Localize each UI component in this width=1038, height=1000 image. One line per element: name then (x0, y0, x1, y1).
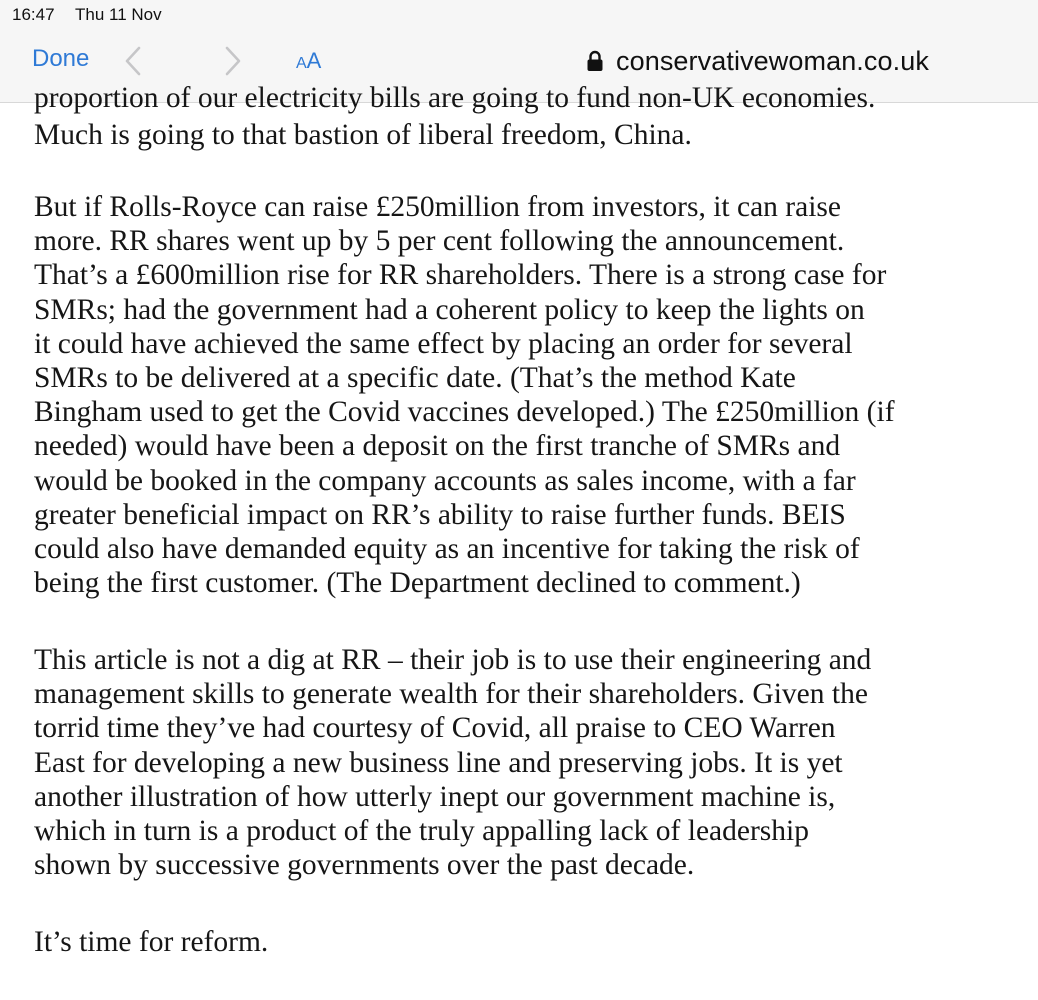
paragraph-1 (34, 118, 1014, 152)
article-body (0, 82, 1038, 1000)
back-button[interactable] (120, 44, 148, 78)
paragraph-2 (34, 190, 1014, 600)
text-size-small-a: A (296, 55, 307, 72)
text-line: SMRs to be delivered at a specific date. (That’s the method Kate (34, 362, 796, 395)
text-line: which in turn is a product of the truly appalling lack of leadership (34, 815, 809, 848)
text-line: Much is going to that bastion of liberal freedom, China. (34, 119, 692, 151)
address-bar[interactable] (586, 44, 929, 78)
text-line: needed) would have been a deposit on the first tranche of SMRs and (34, 430, 841, 463)
text-line: management skills to generate wealth for their shareholders. Given the (34, 678, 868, 711)
text-line: Bingham used to get the Covid vaccines developed.) The £250million (if (34, 396, 895, 429)
status-time: 16:47 (12, 5, 55, 24)
text-line: But if Rolls-Royce can raise £250million from investors, it can raise (34, 191, 841, 223)
text-line: shown by successive governments over the past decade. (34, 849, 695, 882)
text-line: greater beneficial impact on RR’s ability to raise further funds. BEIS (34, 498, 846, 531)
text-line: being the first customer. (The Department declined to comment.) (34, 567, 801, 600)
text-line: SMRs; had the government had a coherent policy to keep the lights on (34, 293, 865, 326)
chevron-right-icon (218, 44, 246, 78)
text-size-big-a: A (306, 48, 322, 73)
url-text: conservativewoman.co.uk (616, 45, 929, 76)
clipped-text-line: proportion of our electricity bills are going to fund non-UK economies. (34, 82, 876, 114)
text-line: This article is not a dig at RR – their job is to use their engineering and (34, 644, 872, 676)
text-line: more. RR shares went up by 5 per cent following the announcement. (34, 225, 845, 258)
text-line: It’s time for reform. (34, 926, 269, 958)
text-line: torrid time they’ve had courtesy of Covid, all praise to CEO Warren (34, 712, 836, 745)
text-line: could also have demanded equity as an incentive for taking the risk of (34, 533, 860, 566)
forward-button[interactable] (218, 44, 246, 78)
status-date: Thu 11 Nov (75, 5, 162, 24)
text-line: another illustration of how utterly inept our government machine is, (34, 780, 836, 813)
paragraph-4 (34, 925, 1014, 959)
text-line: it could have achieved the same effect by placing an order for several (34, 327, 853, 360)
paragraph-3 (34, 643, 1014, 882)
lock-icon (586, 50, 604, 72)
text-line: That’s a £600million rise for RR shareholders. There is a strong case for (34, 259, 887, 292)
status-bar (0, 0, 1038, 30)
text-size-button[interactable] (296, 48, 321, 74)
text-line: would be booked in the company accounts as sales income, with a far (34, 464, 856, 497)
done-button[interactable]: Done (32, 45, 90, 72)
chevron-left-icon (120, 44, 148, 78)
text-line: East for developing a new business line and preserving jobs. It is yet (34, 746, 843, 779)
